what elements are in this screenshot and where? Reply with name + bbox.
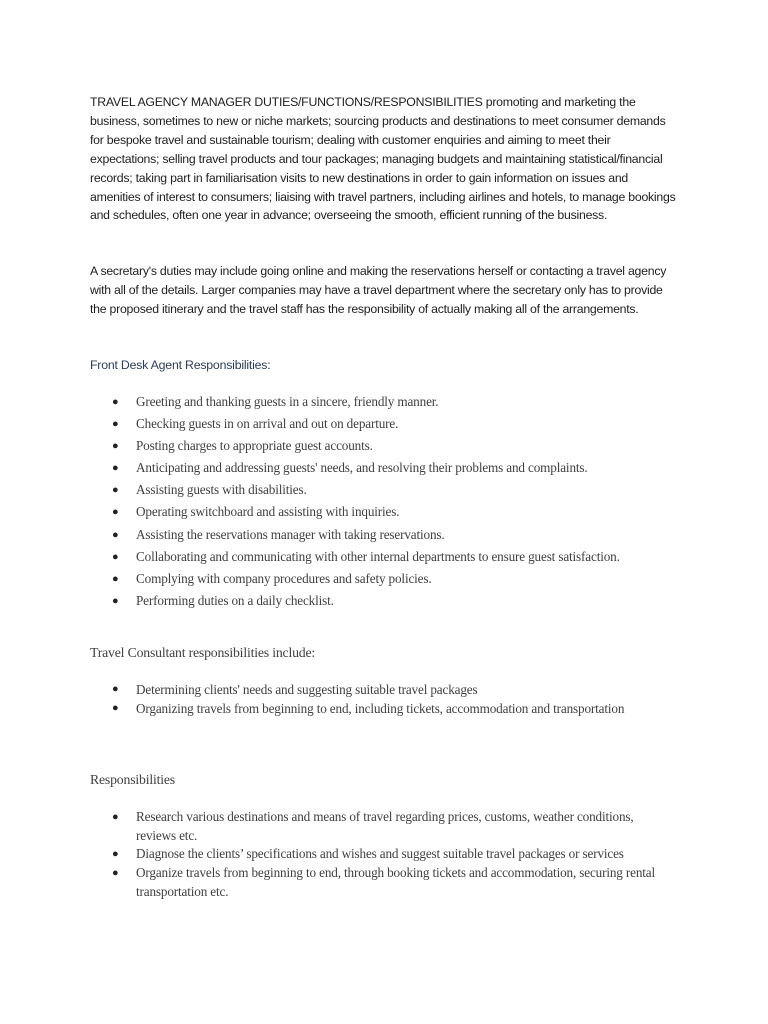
list-item	[112, 457, 672, 479]
bullet-icon: ●	[112, 702, 119, 714]
list-item-text: Operating switchboard and assisting with inquiries.	[136, 504, 400, 520]
front-desk-list	[112, 391, 672, 612]
bullet-icon: ●	[112, 484, 119, 497]
bullet-icon: ●	[112, 462, 119, 475]
list-item-text: Organizing travels from beginning to end, including tickets, accommodation and transportation	[136, 701, 625, 716]
list-item-text: Research various destinations and means of travel regarding prices, customs, weather conditions, reviews etc.	[136, 809, 634, 843]
bullet-icon: ●	[112, 550, 119, 563]
list-item-text: Complying with company procedures and safety policies.	[136, 570, 432, 586]
travel-consultant-heading: Travel Consultant responsibilities include:	[90, 645, 316, 660]
list-item	[112, 864, 672, 901]
list-item-text: Assisting guests with disabilities.	[136, 482, 307, 498]
bullet-icon: ●	[112, 528, 119, 541]
list-item	[112, 699, 672, 718]
list-item	[112, 845, 672, 864]
list-item-text: Collaborating and communicating with other internal departments to ensure guest satisfaction.	[136, 548, 620, 564]
list-item-text: Organize travels from beginning to end, through booking tickets and accommodation, securing rental transportation etc.	[136, 865, 656, 899]
list-item	[112, 501, 672, 523]
list-item	[112, 546, 672, 568]
bullet-icon: ●	[112, 506, 119, 519]
list-item	[112, 680, 672, 699]
bullet-icon: ●	[112, 396, 119, 408]
list-item-text: Diagnose the clients’ specifications and wishes and suggest suitable travel packages or services	[136, 846, 624, 862]
secretary-duties-paragraph: A secretary's duties may include going online and making the reservations herself or contacting a travel agency with all of the details. Larger companies may have a travel department where the secretary only has to provide the proposed itinerary and the travel staff has the responsibility of actually making all of the arrangements.	[90, 264, 667, 316]
list-item-text: Determining clients' needs and suggesting suitable travel packages	[136, 682, 478, 697]
travel-consultant-list	[112, 680, 672, 718]
list-item	[112, 524, 672, 546]
bullet-icon: ●	[112, 811, 119, 823]
list-item	[112, 590, 672, 612]
list-item-text: Performing duties on a daily checklist.	[136, 592, 334, 608]
bullet-icon: ●	[112, 418, 119, 431]
list-item-text: Anticipating and addressing guests' needs, and resolving their problems and complaints.	[136, 460, 588, 476]
list-item	[112, 568, 672, 590]
intro-paragraph-manager-duties: TRAVEL AGENCY MANAGER DUTIES/FUNCTIONS/RESPONSIBILITIES promoting and marketing the business, sometimes to new or niche markets; sourcing products and destinations to meet consumer demands for bespoke travel and sustainable tourism; dealing with customer enquiries and aiming to meet their expectations; selling travel products and tour packages; managing budgets and maintaining statistical/financial records; taking part in familiarisation visits to new destinations in order to gain information on issues and amenities of interest to consumers; liaising with travel partners, including airlines and hotels, to manage bookings and schedules, often one year in advance; overseeing the smooth, efficient running of the business.	[90, 95, 676, 223]
bullet-icon: ●	[112, 683, 119, 695]
responsibilities-heading: Responsibilities	[90, 772, 175, 787]
list-item	[112, 479, 672, 501]
list-item	[112, 435, 672, 457]
list-item	[112, 391, 672, 413]
bullet-icon: ●	[112, 848, 119, 861]
front-desk-heading: Front Desk Agent Responsibilities:	[90, 358, 271, 372]
list-item-text: Checking guests in on arrival and out on departure.	[136, 416, 399, 432]
list-item-text: Posting charges to appropriate guest accounts.	[136, 438, 373, 454]
list-item-text: Greeting and thanking guests in a sincere, friendly manner.	[136, 394, 439, 409]
responsibilities-list	[112, 808, 672, 902]
bullet-icon: ●	[112, 440, 119, 453]
bullet-icon: ●	[112, 572, 119, 585]
list-item-text: Assisting the reservations manager with taking reservations.	[136, 526, 445, 542]
bullet-icon: ●	[112, 867, 119, 880]
list-item	[112, 808, 672, 845]
list-item	[112, 413, 672, 435]
bullet-icon: ●	[112, 594, 119, 607]
